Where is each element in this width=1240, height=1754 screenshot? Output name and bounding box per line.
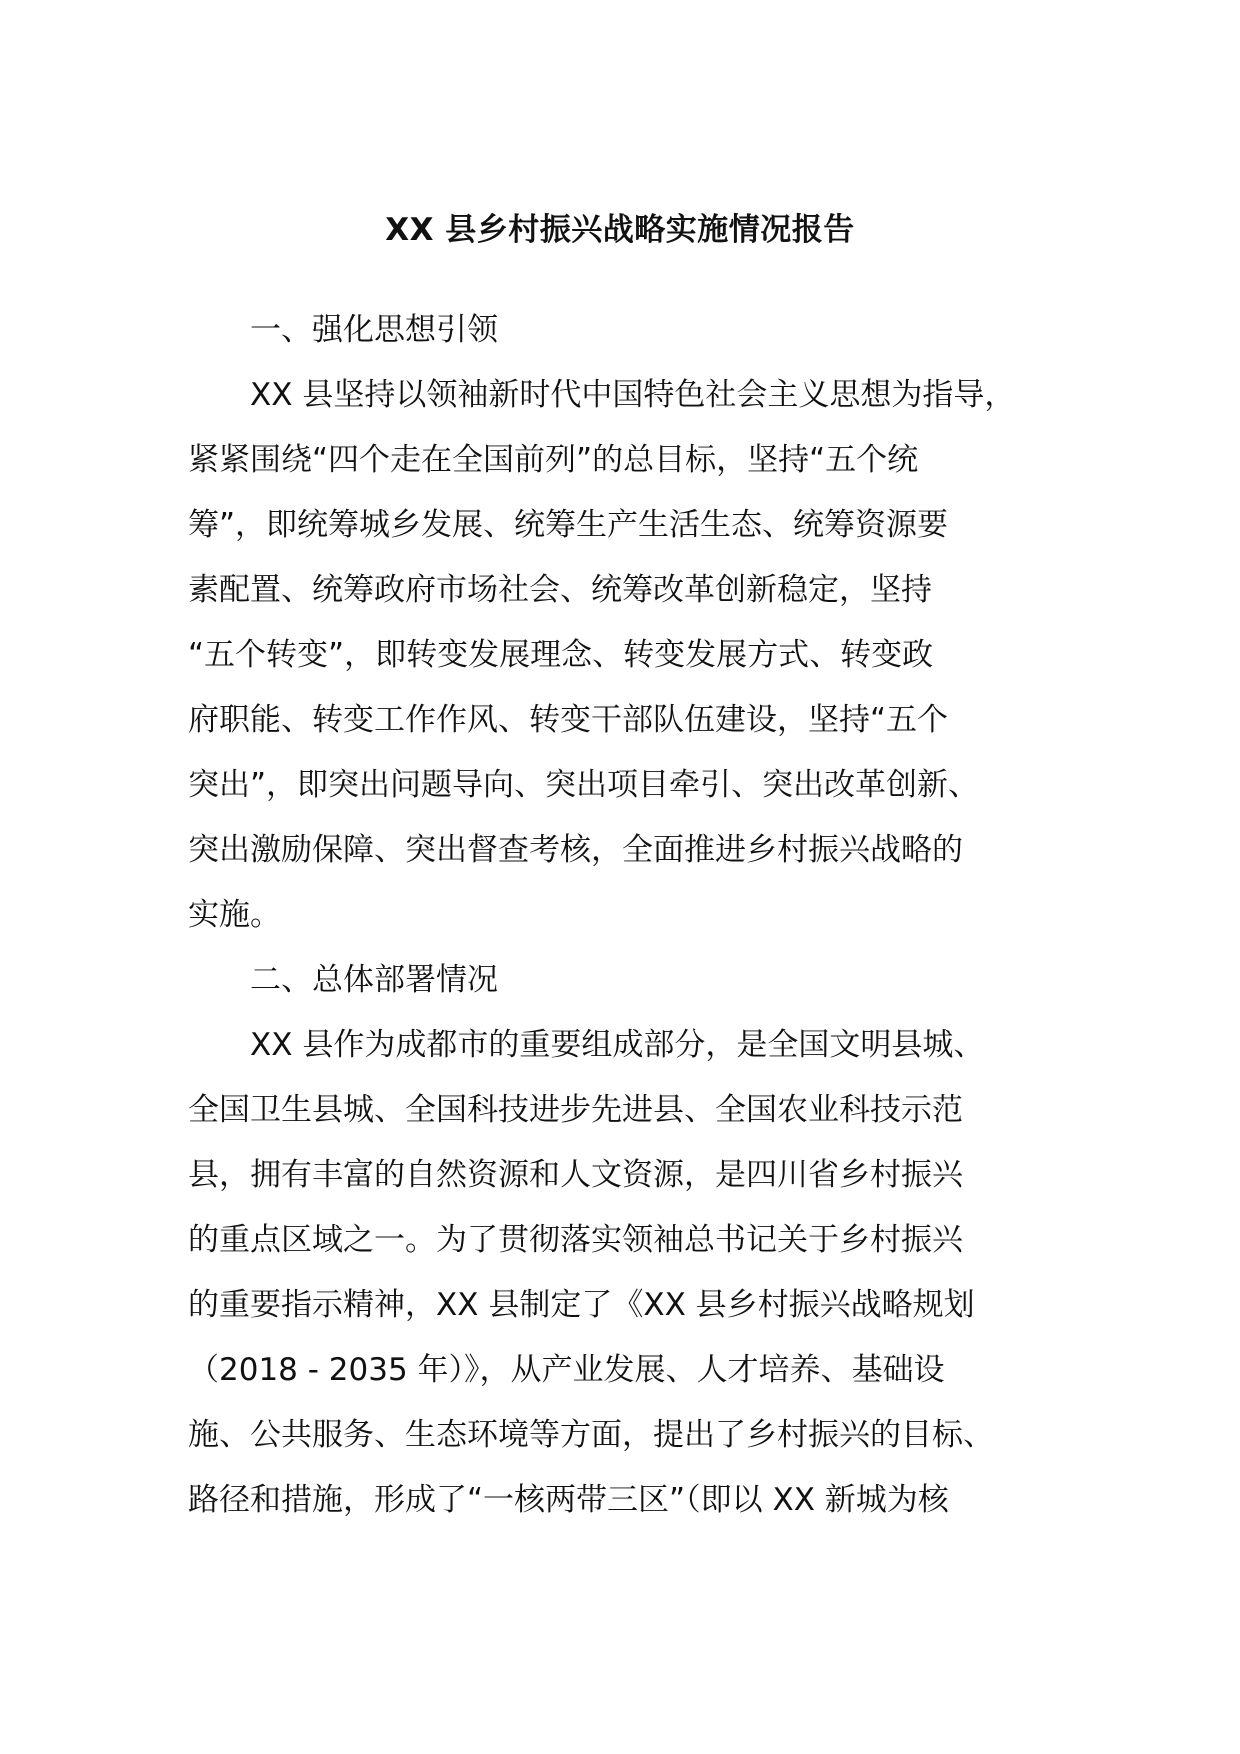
paragraph-line: 全国卫生县城、全国科技进步先进县、全国农业科技示范	[188, 1092, 963, 1128]
paragraph-line: 突出激励保障、突出督查考核，全面推进乡村振兴战略的	[188, 832, 963, 868]
paragraph-line: 施、公共服务、生态环境等方面，提出了乡村振兴的目标、	[188, 1417, 994, 1453]
paragraph-line: 筹”，即统筹城乡发展、统筹生产生活生态、统筹资源要	[188, 507, 949, 543]
paragraph-line: 的重点区域之一。为了贯彻落实领袖总书记关于乡村振兴	[188, 1222, 963, 1258]
paragraph-line: 的重要指示精神，XX 县制定了《XX 县乡村振兴战略规划	[188, 1287, 975, 1323]
paragraph-line: “五个转变”，即转变发展理念、转变发展方式、转变政	[188, 637, 934, 673]
section-heading-1: 一、强化思想引领	[188, 312, 498, 348]
paragraph-line: 突出”，即突出问题导向、突出项目牵引、突出改革创新、	[188, 767, 980, 803]
paragraph-line: 路径和措施，形成了“一核两带三区”（即以 XX 新城为核	[188, 1482, 949, 1518]
paragraph-line: （2018 - 2035 年）》，从产业发展、人才培养、基础设	[188, 1352, 945, 1388]
paragraph-line: 府职能、转变工作作风、转变干部队伍建设，坚持“五个	[188, 702, 949, 738]
paragraph-line: 素配置、统筹政府市场社会、统筹改革创新稳定，坚持	[188, 572, 932, 608]
paragraph-line: 实施。	[188, 897, 281, 933]
section-heading-2: 二、总体部署情况	[188, 962, 498, 998]
paragraph-line: XX 县坚持以领袖新时代中国特色社会主义思想为指导，	[188, 377, 1016, 413]
paragraph-line: XX 县作为成都市的重要组成部分，是全国文明县城、	[188, 1027, 985, 1063]
document-title: XX 县乡村振兴战略实施情况报告	[385, 212, 855, 248]
paragraph-line: 县，拥有丰富的自然资源和人文资源，是四川省乡村振兴	[188, 1157, 963, 1193]
paragraph-line: 紧紧围绕“四个走在全国前列”的总目标，坚持“五个统	[188, 442, 919, 478]
